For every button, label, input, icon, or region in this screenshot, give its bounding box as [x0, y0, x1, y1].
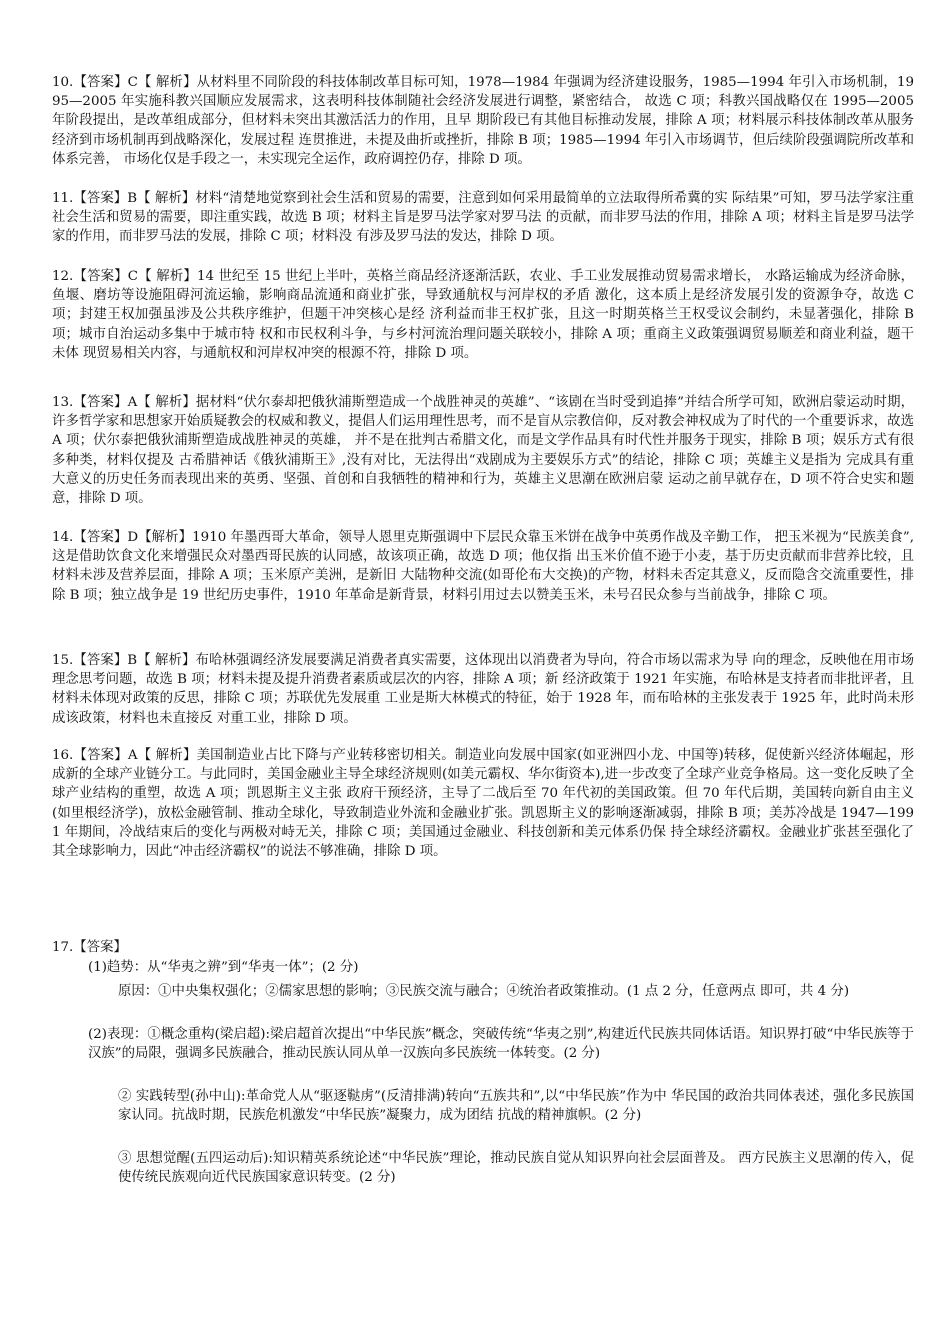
item-text: 【答案】C【 解析】从材料里不同阶段的科技体制改革目标可知，1978—1984 年强调为经济建设服务，1985—1994 年引入市场机制，1995—2005 年实施科教兴国顺应发展需求，这表明科技体制随社会经济发展进行调整，紧密结合， 故选 C 项；科教兴国战略仅在 1995—2005 年阶段提出，是改革组成部分，但材料未突出其激活活力的作用，且早 期阶段已有其他目标推动发展，排除 A 项；材料展示科技体制改革从服务经济到市场机制再到战略深化，发展过程 连贯推进，未提及曲折或挫折，排除 B 项；1985—1994 年引入市场调节，但后续阶段强调院所改革和体系完善， 市场化仅是手段之一，未实现完全运作，政府调控仍存，排除 D 项。 — [52, 75, 914, 167]
answer-item-11 — [52, 189, 914, 247]
q17-part1-trend: (1)趋势：从“华夷之辨”到“华夷一体”；(2 分) — [88, 960, 359, 975]
item-text: 【答案】B【 解析】布哈林强调经济发展要满足消费者真实需要，这体现出以消费者为导向，符合市场以需求为导 向的理念，反映他在用市场理念思考问题，故选 B 项；材料未提及提升消费者素质或层次的内容，排除 A 项；新 经济政策于 1921 年实施，布哈林是支持者而非批评者，且材料未体现对政策的反思，排除 C 项；苏联优先发展重 工业是斯大林模式的特征，始于 1928 年，而布哈林的主张发表于 1925 年，此时尚未形成该政策，材料也未直接反 对重工业，排除 D 项。 — [52, 653, 914, 726]
answer-item-13 — [52, 393, 914, 508]
q17-part2-manifestation-3: ③ 思想觉醒(五四运动后):知识精英系统论述“中华民族”理论，推动民族自觉从知识界向社会层面普及。 西方民族主义思潮的传入，促使传统民族观向近代民族国家意识转变。(2 分) — [118, 1151, 914, 1186]
item-number: 15. — [52, 653, 74, 668]
answer-item-10 — [52, 73, 914, 169]
item-text: 【答案】A【 解析】美国制造业占比下降与产业转移密切相关。制造业向发展中国家(如亚洲四小龙、中国等)转移，促使新兴经济体崛起，形成新的全球产业链分工。与此同时，美国金融业主导全球经济规则(如美元霸权、华尔街资本),进一步改变了全球产业竞争格局。这一变化反映了全球产业结构的重塑，故选 A 项；凯恩斯主义主张 政府干预经济，主导了二战后至 70 年代初的美国政策。但 70 年代后期，美国转向新自由主义(如里根经济学)，放松金融管制、推动全球化，导致制造业外流和金融业扩张。凯恩斯主义的影响逐渐减弱，排除 B 项；美苏冷战是 1947—1991 年期间，冷战结束后的变化与两极对峙无关，排除 C 项；美国通过金融业、科技创新和美元体系仍保 持全球经济霸权。金融业扩张甚至强化了其全球影响力，因此“冲击经济霸权”的说法不够准确，排除 D 项。 — [52, 748, 914, 860]
item-number: 16. — [52, 748, 74, 763]
item-number: 10. — [52, 75, 74, 90]
answer-item-16 — [52, 746, 914, 861]
item-number: 11. — [52, 191, 74, 206]
item-text: 【答案】C【 解析】14 世纪至 15 世纪上半叶，英格兰商品经济逐渐活跃，农业、手工业发展推动贸易需求增长， 水路运输成为经济命脉，鱼堰、磨坊等设施阻碍河流运输，影响商品流通和商业扩张，导致通航权与河岸权的矛盾 激化，这本质上是经济发展引发的资源争夺，故选 C 项；封建王权加强虽涉及公共秩序维护，但题干冲突核心是经 济利益而非王权扩张，且这一时期英格兰王权受议会制约，未显著强化，排除 B 项；城市自治运动多集中于城市特 权和市民权利斗争，与乡村河流治理问题关联较小，排除 A 项；重商主义政策强调贸易顺差和商业利益，题干未体 现贸易相关内容，与通航权和河岸权冲突的根源不符，排除 D 项。 — [52, 269, 914, 361]
q17-part1-reasons: 原因：①中央集权强化；②儒家思想的影响；③民族交流与融合；④统治者政策推动。(1 点 2 分，任意两点 即可，共 4 分) — [118, 984, 850, 999]
answer-item-12 — [52, 267, 914, 363]
answer-item-17-heading: 17.【答案】 — [52, 940, 127, 955]
item-number: 12. — [52, 269, 74, 284]
item-text: 【答案】B【 解析】材料“清楚地觉察到社会生活和贸易的需要，注意到如何采用最简单的立法取得所希冀的实 际结果”可知，罗马法学家注重社会生活和贸易的需要，即注重实践，故选 B 项；材料主旨是罗马法学家对罗马法 的贡献，而非罗马法的作用，排除 A 项；材料主旨是罗马法学家的作用，而非罗马法的发展，排除 C 项；材料没 有涉及罗马法的发达，排除 D 项。 — [52, 191, 914, 245]
item-number: 14. — [52, 530, 74, 545]
q17-part2-manifestation-2: ② 实践转型(孙中山):革命党人从“驱逐鞑虏”(反清排满)转向“五族共和”,以“中华民族”作为中 华民国的政治共同体表述，强化多民族国家认同。抗战时期，民族危机激发“中华民族”凝聚力，成为团结 抗战的精神旗帜。(2 分) — [118, 1089, 914, 1124]
q17-part2-manifestation-1: (2)表现：①概念重构(梁启超):梁启超首次提出“中华民族”概念，突破传统“华夷之别”,构建近代民族共同体话语。知识界打破“中华民族等于汉族”的局限，强调多民族融合，推动民族认同从单一汉族向多民族统一体转变。(2 分) — [88, 1027, 914, 1062]
answer-item-15 — [52, 651, 914, 728]
item-text: 【答案】A【 解析】据材料“伏尔泰却把俄狄浦斯塑造成一个战胜神灵的英雄”、“该剧在当时受到追捧”并结合所学可知，欧洲启蒙运动时期，许多哲学家和思想家开始质疑教会的权威和教义，提倡人们运用理性思考，而不是盲从宗教信仰，反对教会神权成为了时代的一个重要诉求，故选 A 项；伏尔泰把俄狄浦斯塑造成战胜神灵的英雄， 并不是在批判古希腊文化，而是文学作品具有时代性并服务于现实，排除 B 项；娱乐方式有很多种类，材料仅提及 古希腊神话《俄狄浦斯王》,没有对比，无法得出“戏剧成为主要娱乐方式”的结论，排除 C 项；英雄主义是指为 完成具有重大意义的历史任务而表现出来的英勇、坚强、首创和自我牺牲的精神和行为，英雄主义思潮在欧洲启蒙 运动之前早就存在，D 项不符合史实和题意，排除 D 项。 — [52, 395, 914, 507]
item-number: 13. — [52, 395, 74, 410]
answer-item-14 — [52, 528, 914, 605]
item-text: 【答案】D【解析】1910 年墨西哥大革命，领导人恩里克斯强调中下层民众靠玉米饼在战争中英勇作战及辛勤工作， 把玉米视为“民族美食”,这是借助饮食文化来增强民众对墨西哥民族的认同感，故该项正确，故选 D 项；他仅指 出玉米价值不逊于小麦，基于历史贡献而非营养比较，且材料未涉及营养层面，排除 A 项；玉米原产美洲，是新旧 大陆物种交流(如哥伦布大交换)的产物，材料未否定其意义，反而隐含交流重要性，排除 B 项；独立战争是 19 世纪历史事件，1910 年革命是新背景，材料引用过去以赞美玉米，未号召民众参与当前战争，排除 C 项。 — [52, 530, 914, 603]
